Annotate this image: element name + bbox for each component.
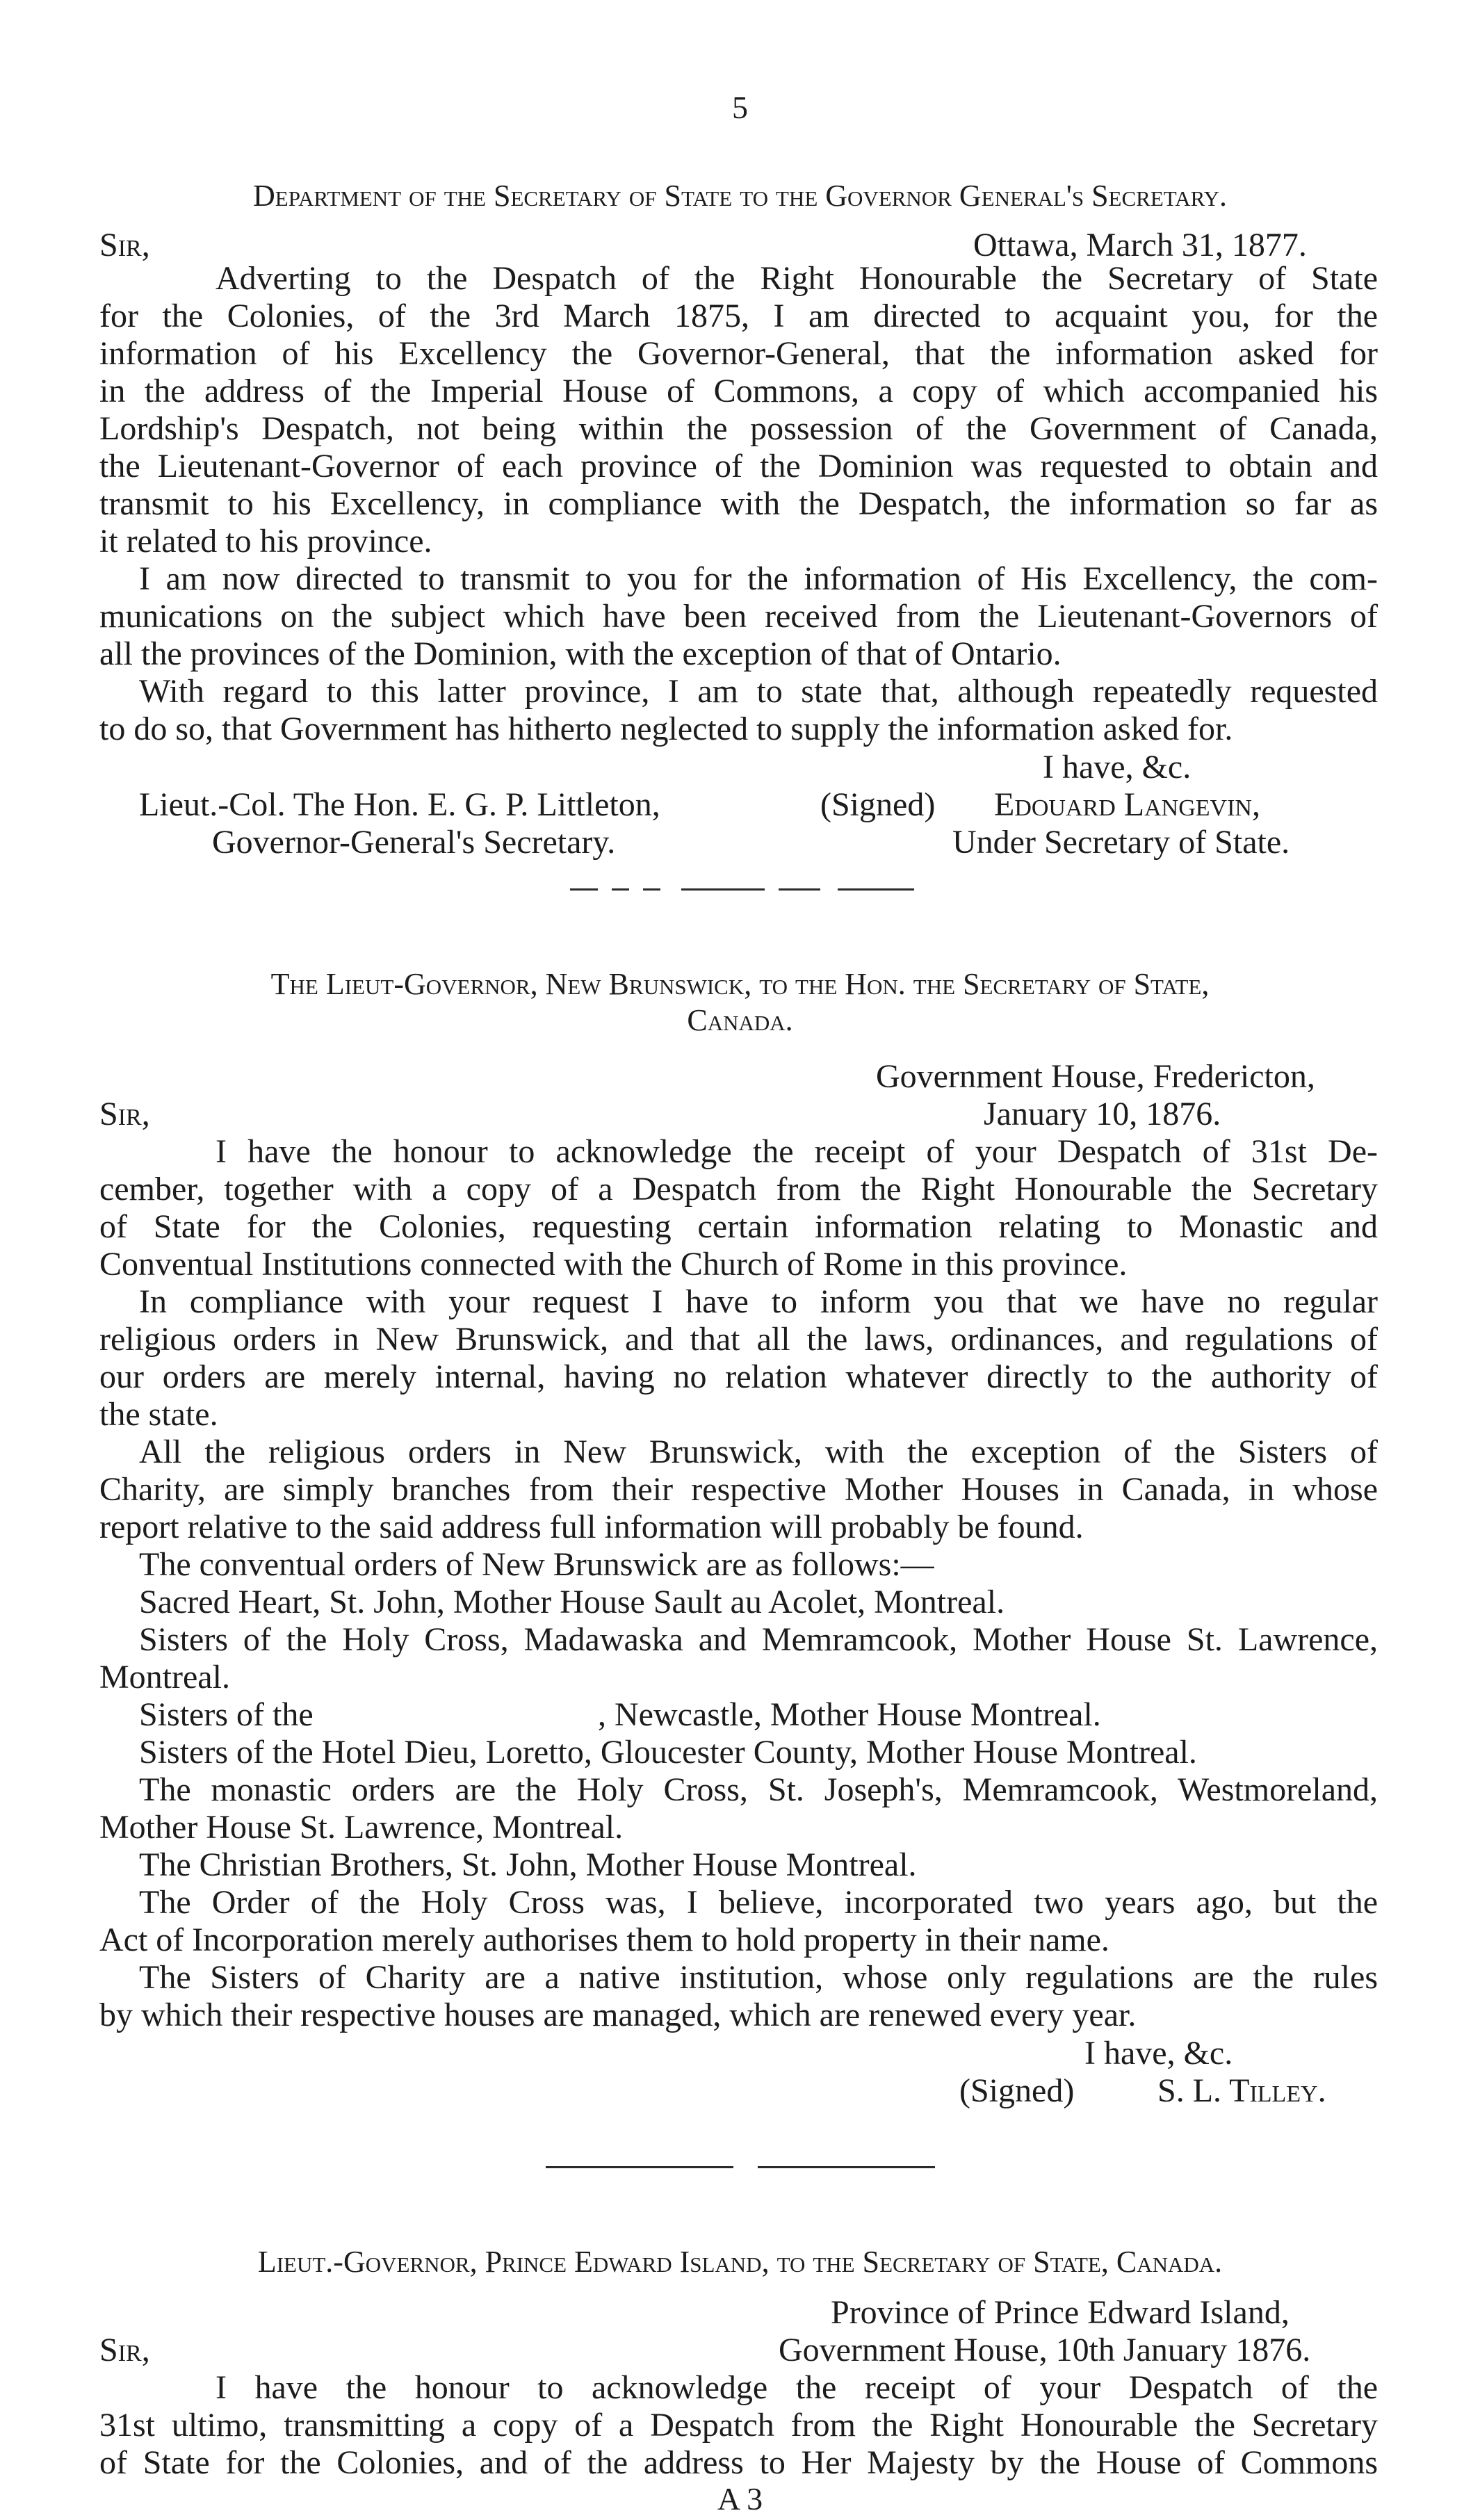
section2-line: by which their respective houses are managed, which are renewed every year. [99, 1997, 1137, 2033]
section2-line: Montreal. [99, 1659, 230, 1696]
section2-line: The Order of the Holy Cross was, I believe, incorporated two years ago, but the [139, 1884, 1378, 1921]
section1-heading: Department of the Secretary of State to the Governor General's Secretary. [253, 179, 1227, 213]
section1-line: for the Colonies, of the 3rd March 1875, I am directed to acquaint you, for the [99, 298, 1378, 334]
section2-line: In compliance with your request I have to inform you that we have no regular [139, 1283, 1378, 1320]
signature-mark: A 3 [717, 2481, 763, 2517]
section1-salutation: Sir, [99, 227, 150, 263]
section1-line: information of his Excellency the Governor-General, that the information asked for [99, 335, 1378, 372]
section2-line: The conventual orders of New Brunswick are as follows:— [139, 1546, 934, 1583]
section2-salutation: Sir, [99, 1096, 150, 1132]
section2-line: the state. [99, 1396, 218, 1433]
section2-address: Government House, Fredericton, [876, 1058, 1315, 1095]
section1-signer-title: Under Secretary of State. [952, 824, 1290, 861]
section1-line: the Lieutenant-Governor of each province of the Dominion was requested to obtain and [99, 448, 1378, 485]
section2-line: Sisters of the Hotel Dieu, Loretto, Gloucester County, Mother House Montreal. [139, 1734, 1197, 1771]
section2-line: Charity, are simply branches from their respective Mother Houses in Canada, in whose [99, 1471, 1378, 1508]
section1-line: transmit to his Excellency, in compliance with the Despatch, the information so far as [99, 485, 1378, 522]
section2-closing: I have, &c. [1084, 2035, 1233, 2072]
section1-line: to do so, that Government has hitherto neglected to supply the information asked for. [99, 710, 1233, 747]
section1-signer-name: Edouard Langevin, [994, 786, 1260, 823]
section2-line: I have the honour to acknowledge the receipt of your Despatch of 31st De- [216, 1133, 1378, 1170]
section2-signer-name: S. L. Tilley. [1157, 2072, 1326, 2109]
section2-line: religious orders in New Brunswick, and that all the laws, ordinances, and regulations of [99, 1321, 1378, 1358]
section2-line: cember, together with a copy of a Despatch from the Right Honourable the Secretary [99, 1171, 1378, 1208]
section2-line: Mother House St. Lawrence, Montreal. [99, 1809, 624, 1846]
section1-line: Lordship's Despatch, not being within the possession of the Government of Canada, [99, 410, 1378, 447]
section1-line: I am now directed to transmit to you for the information of His Excellency, the com- [139, 560, 1378, 597]
section2-heading-line2: Canada. [687, 1003, 793, 1037]
section1-line: With regard to this latter province, I am to state that, although repeatedly requested [139, 673, 1378, 710]
section1-closing: I have, &c. [1043, 749, 1192, 786]
section1-addressee: Lieut.-Col. The Hon. E. G. P. Littleton, [139, 786, 660, 823]
section1-signed: (Signed) [820, 786, 936, 823]
section1-addressee-title: Governor-General's Secretary. [212, 824, 616, 861]
section2-line: our orders are merely internal, having no relation whatever directly to the authority of [99, 1358, 1378, 1395]
section3-heading: Lieut.-Governor, Prince Edward Island, to the Secretary of State, Canada. [257, 2245, 1223, 2279]
section3-address-line2: Government House, 10th January 1876. [779, 2332, 1311, 2368]
section2-signed: (Signed) [959, 2072, 1075, 2109]
section1-line: munications on the subject which have been received from the Lieutenant-Governors of [99, 598, 1378, 635]
section2-line: Sisters of the Holy Cross, Madawaska and Memramcook, Mother House St. Lawrence, [139, 1621, 1378, 1658]
section2-heading: The Lieut-Governor, New Brunswick, to the Hon. the Secretary of State, [270, 967, 1210, 1001]
section2-line: Conventual Institutions connected with the Church of Rome in this province. [99, 1246, 1128, 1283]
section1-dateline: Ottawa, March 31, 1877. [973, 227, 1307, 263]
section2-line: of State for the Colonies, requesting certain information relating to Monastic and [99, 1208, 1378, 1245]
section2-line: The Sisters of Charity are a native institution, whose only regulations are the rules [139, 1959, 1378, 1996]
section3-address: Province of Prince Edward Island, [831, 2294, 1290, 2331]
section3-line: 31st ultimo, transmitting a copy of a Despatch from the Right Honourable the Secretary [99, 2407, 1378, 2444]
section2-date: January 10, 1876. [984, 1096, 1221, 1132]
section1-line: it related to his province. [99, 523, 432, 560]
section2-line-continuation: , Newcastle, Mother House Montreal. [598, 1696, 1101, 1733]
section2-line: The monastic orders are the Holy Cross, St. Joseph's, Memramcook, Westmoreland, [139, 1771, 1378, 1808]
section2-line: Sisters of the [139, 1696, 314, 1733]
section2-line: All the religious orders in New Brunswick, with the exception of the Sisters of [139, 1433, 1378, 1470]
section-divider [570, 888, 918, 891]
section3-line: I have the honour to acknowledge the receipt of your Despatch of the [216, 2369, 1378, 2406]
section-divider [546, 2166, 935, 2168]
section3-salutation: Sir, [99, 2332, 150, 2368]
section1-line: in the address of the Imperial House of Commons, a copy of which accompanied his [99, 373, 1378, 409]
section1-line: Adverting to the Despatch of the Right Honourable the Secretary of State [216, 260, 1378, 297]
section3-line: of State for the Colonies, and of the address to Her Majesty by the House of Commons [99, 2444, 1378, 2481]
section2-line: The Christian Brothers, St. John, Mother House Montreal. [139, 1846, 917, 1883]
page-number: 5 [732, 90, 748, 125]
section1-line: all the provinces of the Dominion, with the exception of that of Ontario. [99, 635, 1062, 672]
section2-line: Act of Incorporation merely authorises them to hold property in their name. [99, 1921, 1109, 1958]
section2-line: report relative to the said address full information will probably be found. [99, 1509, 1084, 1545]
section2-line: Sacred Heart, St. John, Mother House Sault au Acolet, Montreal. [139, 1584, 1005, 1620]
